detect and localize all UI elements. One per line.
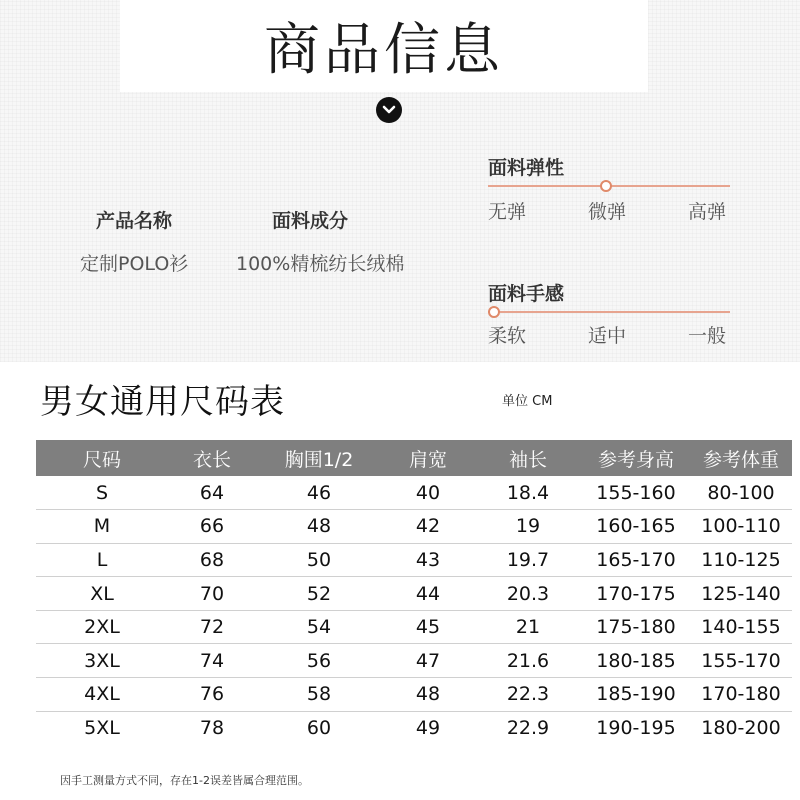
hand-feel-option: 柔软 <box>488 325 527 347</box>
product-name-label: 产品名称 <box>96 210 173 232</box>
table-cell: 19.7 <box>474 543 582 577</box>
elasticity-title: 面料弹性 <box>488 157 565 179</box>
table-cell: 68 <box>168 543 256 577</box>
elasticity-option: 高弹 <box>688 201 727 223</box>
table-cell: 155-160 <box>582 476 690 510</box>
table-cell: 44 <box>382 577 474 611</box>
table-cell: 4XL <box>36 678 168 712</box>
page-title: 商品信息 <box>264 18 504 83</box>
table-cell: 47 <box>382 644 474 678</box>
size-chart-table <box>36 440 792 745</box>
table-cell: 22.9 <box>506 717 550 740</box>
table-cell: 160-165 <box>582 510 690 544</box>
table-cell: 42 <box>382 510 474 544</box>
table-row <box>36 510 792 544</box>
unit-label: 单位 CM <box>502 394 553 409</box>
table-cell: 70 <box>168 577 256 611</box>
table-cell: 21 <box>474 610 582 644</box>
column-header: 参考身高 <box>582 440 690 476</box>
table-cell: S <box>36 476 168 510</box>
table-cell: 52 <box>256 577 382 611</box>
table-cell: 180-185 <box>582 644 690 678</box>
fabric-composition-label: 面料成分 <box>272 210 349 232</box>
table-cell: 5XL <box>84 717 120 740</box>
table-cell: 190-195 <box>596 717 676 740</box>
table-cell: 175-180 <box>582 610 690 644</box>
table-header-row <box>36 440 792 476</box>
table-cell: 50 <box>256 543 382 577</box>
column-header: 参考体重 <box>690 440 792 476</box>
table-cell: 54 <box>256 610 382 644</box>
hand-feel-option: 适中 <box>588 325 627 347</box>
table-row <box>36 543 792 577</box>
table-cell: 46 <box>256 476 382 510</box>
table-cell: 170-175 <box>582 577 690 611</box>
table-cell: M <box>36 510 168 544</box>
hand-feel-scale-line <box>488 311 730 313</box>
table-cell: 20.3 <box>474 577 582 611</box>
table-cell: 19 <box>474 510 582 544</box>
table-cell: 40 <box>382 476 474 510</box>
elasticity-option: 无弹 <box>488 201 527 223</box>
table-cell: L <box>36 543 168 577</box>
elasticity-option: 微弹 <box>588 201 627 223</box>
table-cell: 49 <box>415 717 441 740</box>
table-cell: 2XL <box>36 610 168 644</box>
table-row <box>36 476 792 510</box>
table-cell: 76 <box>168 678 256 712</box>
table-cell: 155-170 <box>690 644 792 678</box>
table-cell: 22.3 <box>474 678 582 712</box>
hand-feel-title: 面料手感 <box>488 283 565 305</box>
table-cell: 78 <box>199 717 225 740</box>
table-cell: XL <box>36 577 168 611</box>
table-row <box>36 644 792 678</box>
chevron-down-icon[interactable] <box>376 97 402 123</box>
product-name-value: 定制POLO衫 <box>80 253 189 275</box>
table-cell: 45 <box>382 610 474 644</box>
table-row <box>36 577 792 611</box>
hand-feel-option: 一般 <box>688 325 727 347</box>
title-box <box>120 0 648 92</box>
table-cell: 64 <box>168 476 256 510</box>
column-header: 胸围1/2 <box>256 440 382 476</box>
table-cell: 110-125 <box>690 543 792 577</box>
column-header: 袖长 <box>474 440 582 476</box>
column-header: 肩宽 <box>382 440 474 476</box>
table-cell: 125-140 <box>690 577 792 611</box>
table-cell: 66 <box>168 510 256 544</box>
table-cell: 60 <box>306 717 332 740</box>
size-chart-title: 男女通用尺码表 <box>40 382 285 422</box>
table-cell: 80-100 <box>690 476 792 510</box>
table-cell: 140-155 <box>690 610 792 644</box>
table-cell: 58 <box>256 678 382 712</box>
table-cell: 21.6 <box>474 644 582 678</box>
table-cell: 185-190 <box>582 678 690 712</box>
elasticity-selected-marker <box>600 180 612 192</box>
column-header: 衣长 <box>168 440 256 476</box>
table-cell: 3XL <box>36 644 168 678</box>
table-cell: 100-110 <box>690 510 792 544</box>
table-cell: 18.4 <box>474 476 582 510</box>
table-cell: 170-180 <box>690 678 792 712</box>
hand-feel-selected-marker <box>488 306 500 318</box>
product-info-section <box>0 0 800 362</box>
measurement-footnote: 因手工测量方式不同，存在1-2误差皆属合理范围。 <box>60 774 309 787</box>
table-row <box>36 610 792 644</box>
table-cell: 74 <box>168 644 256 678</box>
table-row <box>36 678 792 712</box>
table-cell: 56 <box>256 644 382 678</box>
table-cell: 48 <box>382 678 474 712</box>
table-cell: 43 <box>382 543 474 577</box>
table-cell: 48 <box>256 510 382 544</box>
table-cell: 165-170 <box>582 543 690 577</box>
fabric-composition-value: 100%精梳纺长绒棉 <box>236 253 405 275</box>
column-header: 尺码 <box>36 440 168 476</box>
table-cell: 72 <box>168 610 256 644</box>
table-cell: 180-200 <box>701 717 781 740</box>
table-row <box>36 711 792 745</box>
